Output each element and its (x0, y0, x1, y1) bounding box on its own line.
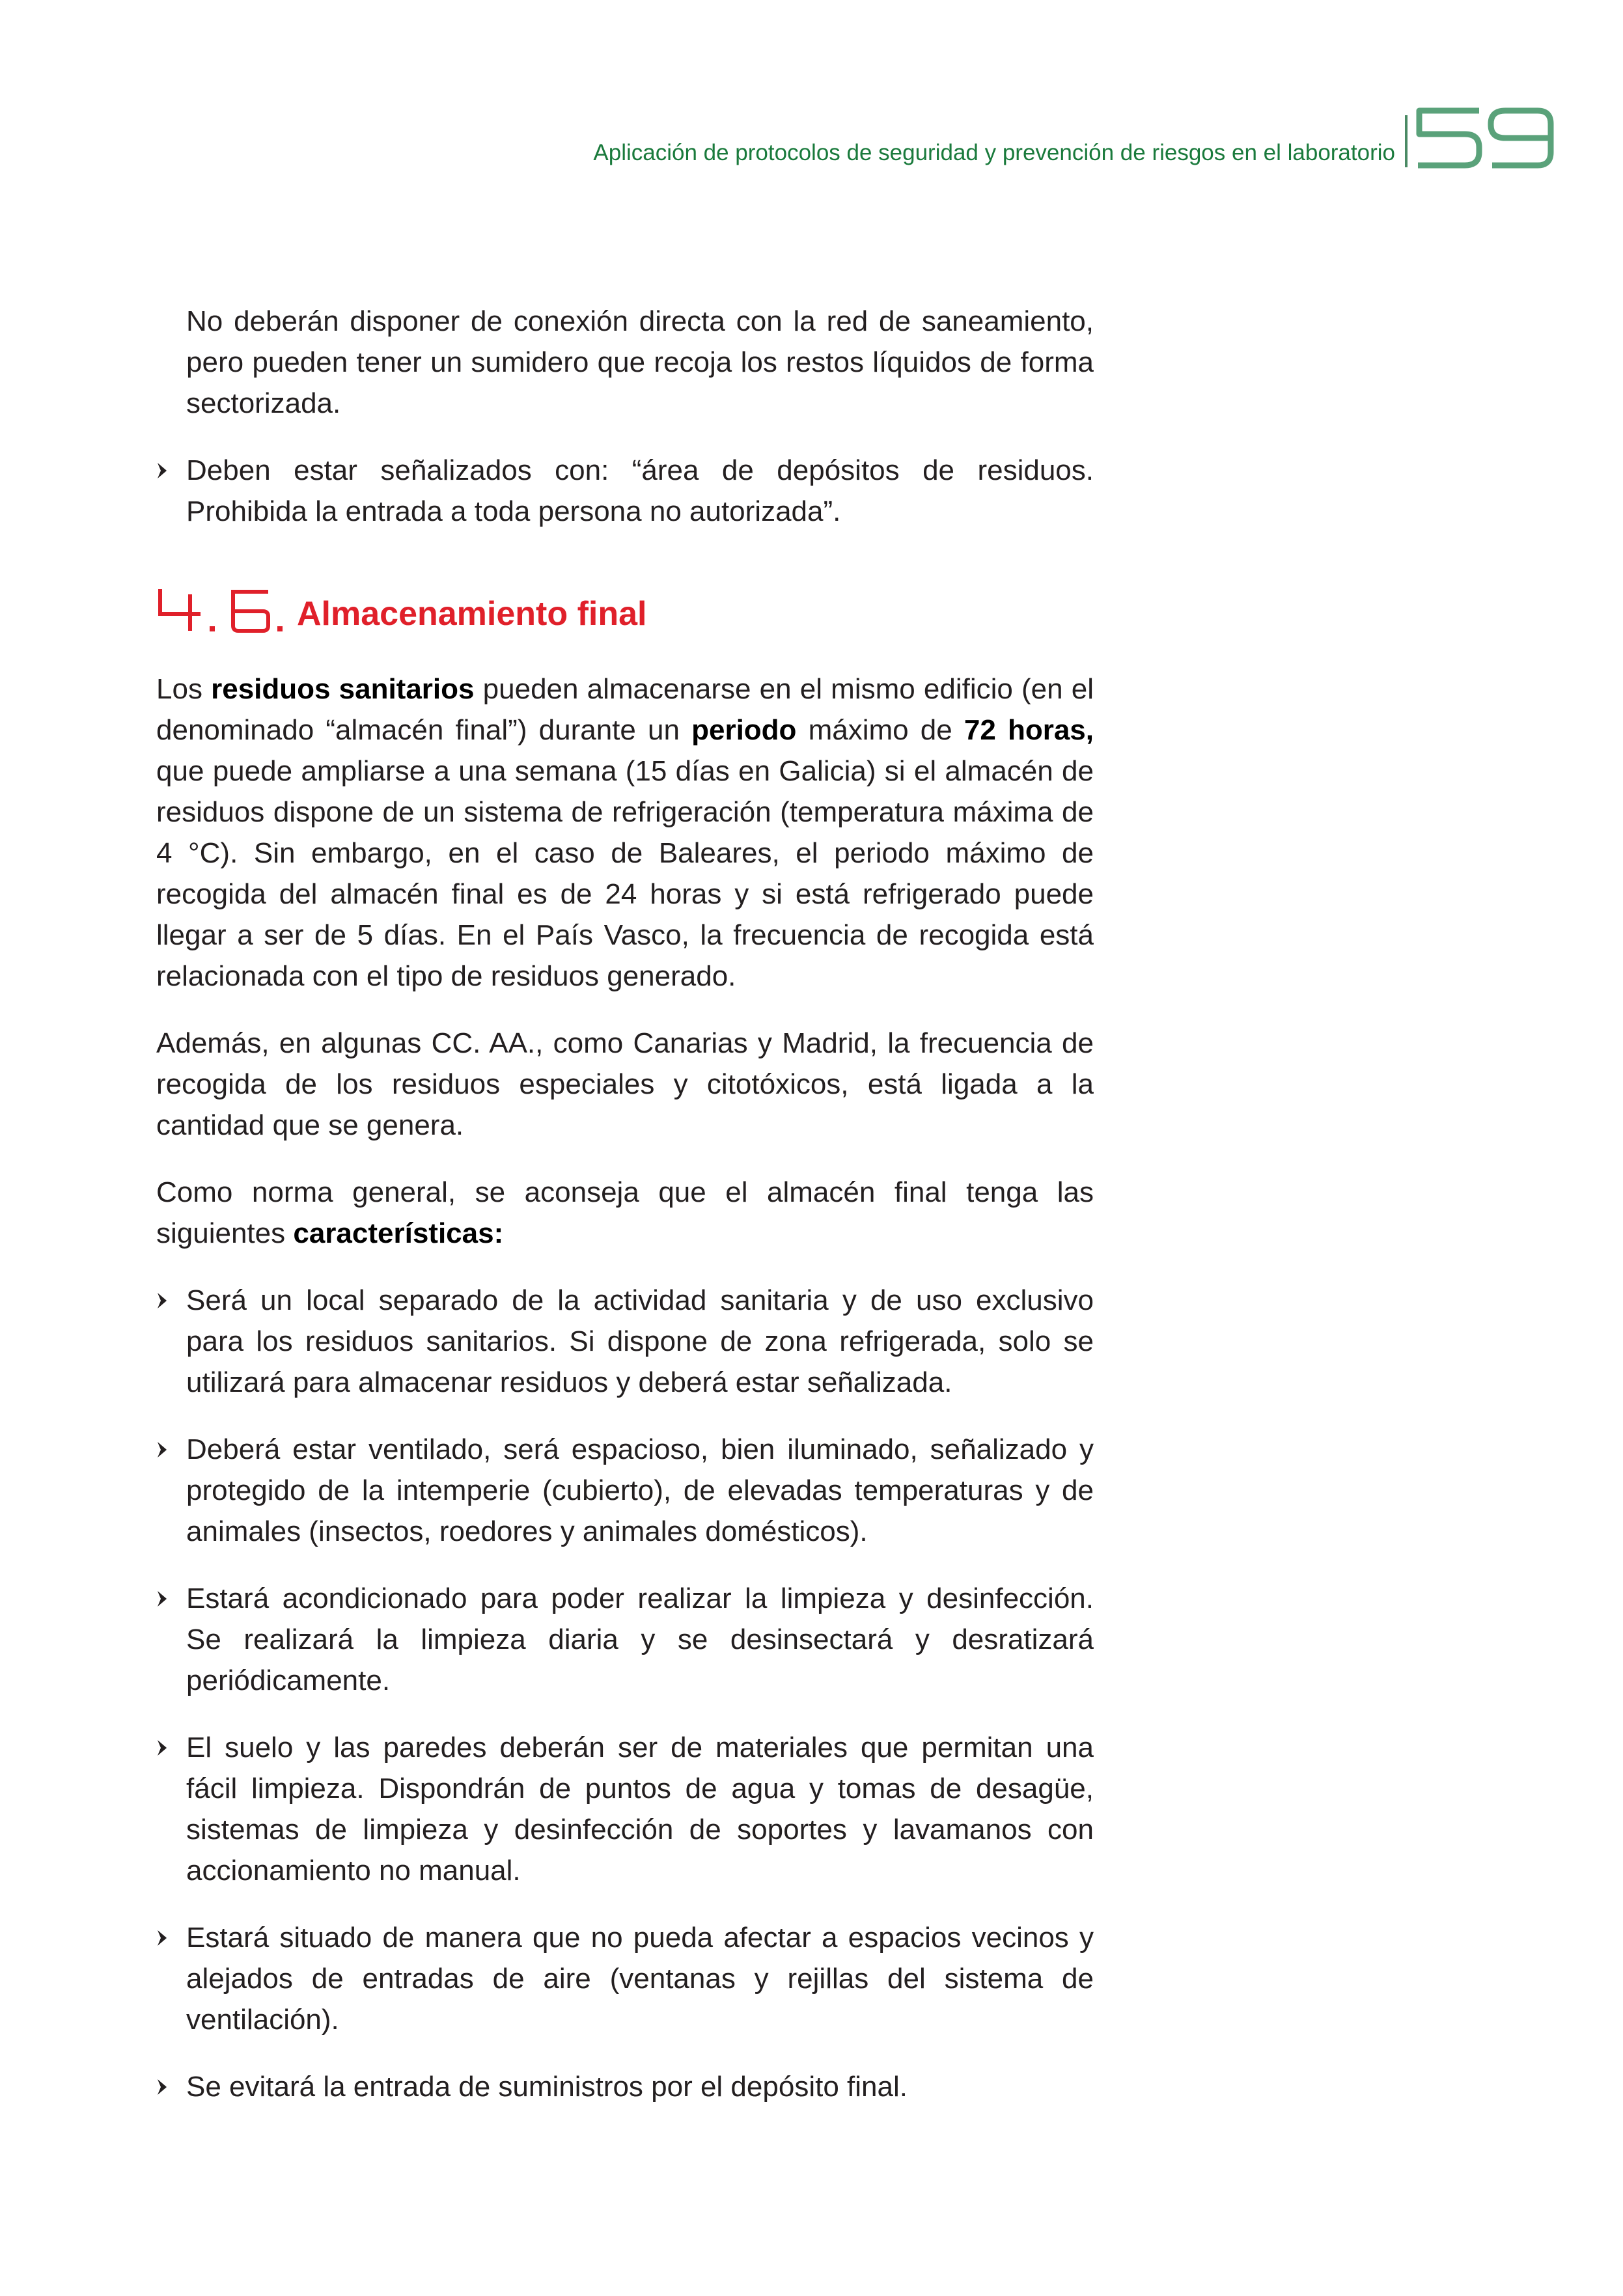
section-number (156, 588, 286, 633)
page-number-digit-5 (1418, 111, 1479, 165)
page-number (1414, 105, 1556, 171)
list-item (156, 1727, 1094, 1891)
bullet-text: Deben estar señalizados con: “área de depósitos de residuos. Prohibida la entrada a toda persona no autorizada”. (186, 454, 1094, 527)
bold-term: características: (293, 1217, 504, 1249)
text-run: Como norma general, se aconseja que el almacén final tenga las siguientes (156, 1176, 1094, 1249)
list-item (156, 1429, 1094, 1552)
bullet-text: Estará situado de manera que no pueda afectar a espacios vecinos y alejados de entradas de aire (ventanas y rejillas del sistema de ventilación). (186, 1922, 1094, 2036)
bold-term: periodo (691, 714, 797, 746)
list-item (156, 2066, 1094, 2107)
text-run: pueden almacenarse en el mismo edificio (en el denominado “almacén final”) durante un (156, 673, 1094, 746)
bullet-chevron-icon (156, 2079, 168, 2095)
bullet-chevron-icon (156, 462, 168, 479)
text-run: que puede ampliarse a una semana (15 días en Galicia) si el almacén de residuos dispone de un sistema de refrigeración (temperatura máxima de 4 °C). Sin embargo, en el caso de Baleares, el periodo máximo de recogida del almacén final es de 24 horas y si está refrigerado puede llegar a ser de 5 días. En el País Vasco, la frecuencia de recogida está relacionada con el tipo de residuos generado. (156, 755, 1094, 992)
bullet-chevron-icon (156, 1441, 168, 1458)
header-divider (1405, 115, 1408, 167)
list-item (156, 1280, 1094, 1403)
list-item (156, 1578, 1094, 1701)
running-title: Aplicación de protocolos de seguridad y prevención de riesgos en el laboratorio (593, 140, 1395, 165)
section-title: Almacenamiento final (297, 595, 647, 633)
bullet-text: Se evitará la entrada de suministros por el depósito final. (186, 2071, 908, 2103)
bullet-text: El suelo y las paredes deberán ser de materiales que permitan una fácil limpieza. Dispondrán de puntos de agua y tomas de desagüe, sistemas de limpieza y desinfección de soportes y lavamanos con accionamiento no manual. (186, 1732, 1094, 1887)
bold-term: 72 horas, (964, 714, 1094, 746)
page-header (0, 0, 1623, 195)
bullet-text: Estará acondicionado para poder realizar la limpieza y desinfección. Se realizará la limpieza diaria y se desinsectará y desratizará periódicamente. (186, 1583, 1094, 1696)
body-paragraph: Además, en algunas CC. AA., como Canarias y Madrid, la frecuencia de recogida de los residuos especiales y citotóxicos, está ligada a la cantidad que se genera. (156, 1027, 1094, 1141)
bullet-chevron-icon (156, 1292, 168, 1309)
text-run: Los (156, 673, 212, 705)
list-item (156, 1917, 1094, 2040)
continuation-paragraph: No deberán disponer de conexión directa con la red de saneamiento, pero pueden tener un sumidero que recoja los restos líquidos de forma sectorizada. (186, 305, 1094, 419)
main-content (156, 301, 1094, 2133)
page-number-digit-9 (1491, 111, 1551, 165)
body-paragraph (156, 669, 1094, 997)
bold-term: residuos sanitarios (211, 673, 475, 705)
bullet-chevron-icon (156, 1739, 168, 1756)
text-run: máximo de (796, 714, 964, 746)
bullet-chevron-icon (156, 1590, 168, 1607)
bullet-text: Deberá estar ventilado, será espacioso, bien iluminado, señalizado y protegido de la intemperie (cubierto), de elevadas temperaturas y de animales (insectos, roedores y animales domésticos). (186, 1433, 1094, 1547)
bullet-chevron-icon (156, 1929, 168, 1946)
section-heading (156, 588, 1094, 633)
list-item (156, 450, 1094, 532)
bullet-text: Será un local separado de la actividad sanitaria y de uso exclusivo para los residuos sanitarios. Si dispone de zona refrigerada, solo se utilizará para almacenar residuos y deberá estar señalizada. (186, 1284, 1094, 1398)
body-paragraph (156, 1172, 1094, 1254)
